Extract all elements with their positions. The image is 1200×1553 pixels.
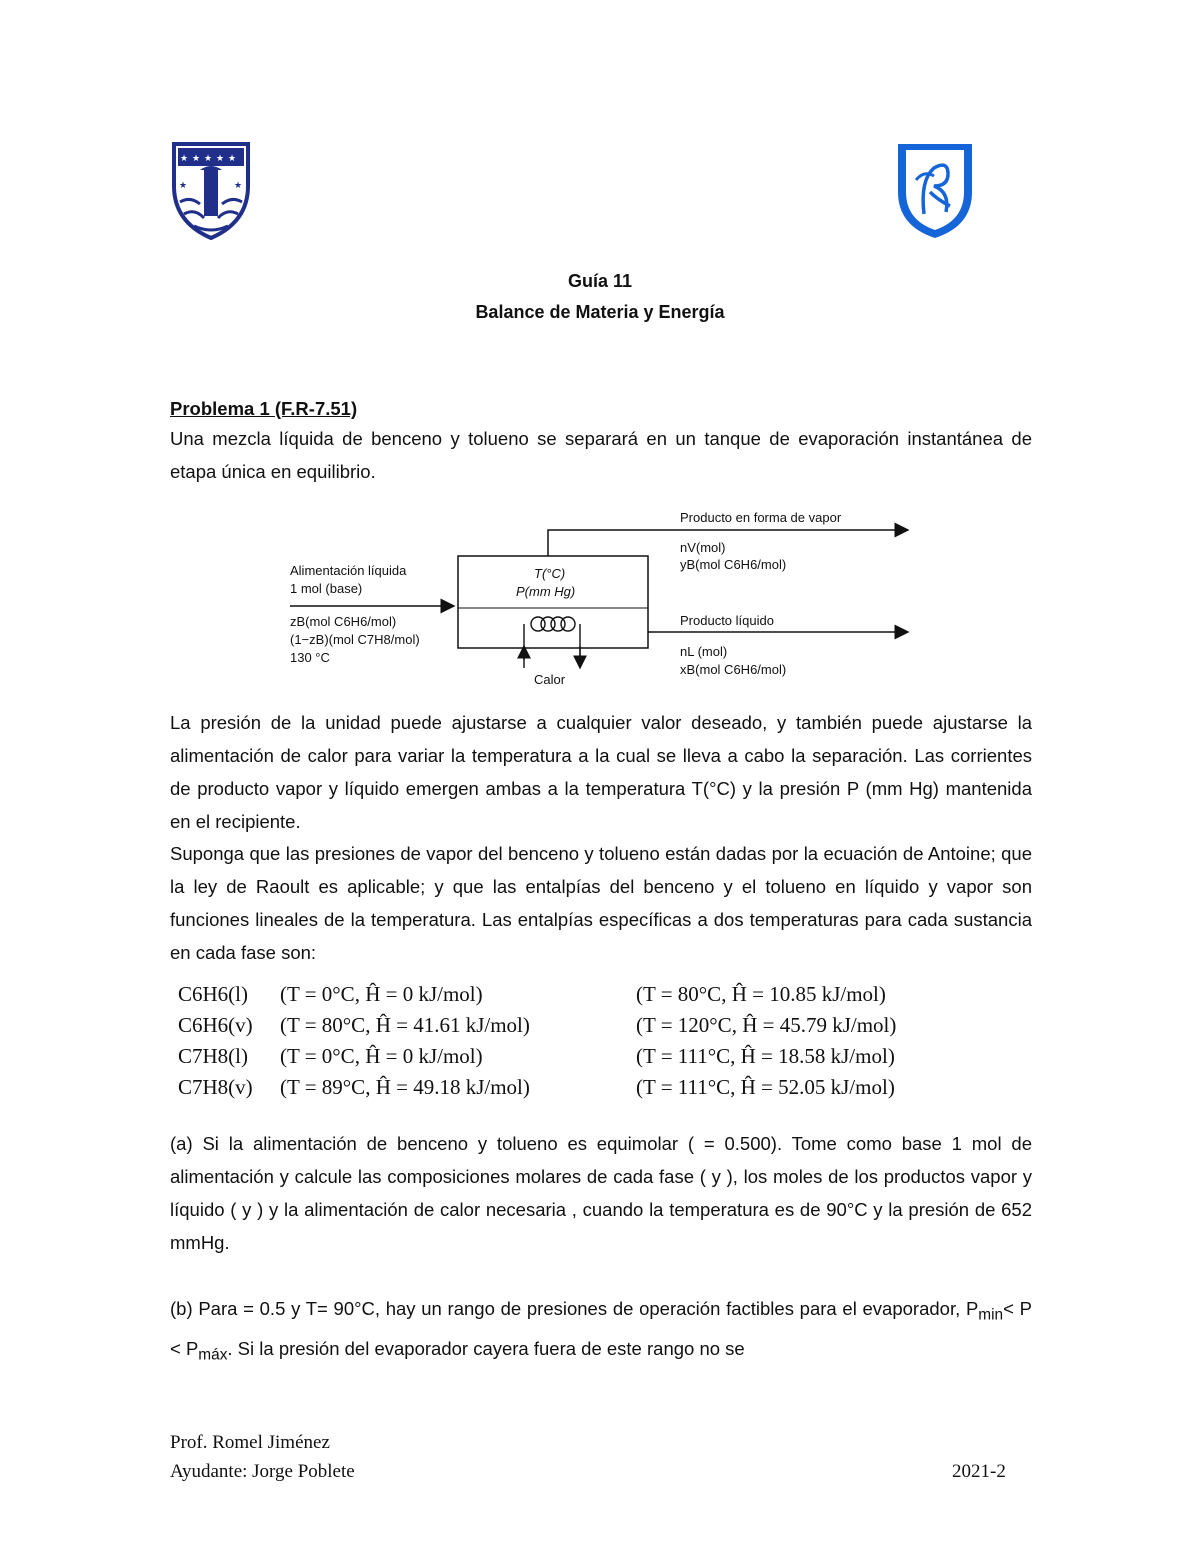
enthalpy-high: (T = 111°C, Ĥ = 18.58 kJ/mol) — [636, 1044, 895, 1068]
enthalpy-high: (T = 111°C, Ĥ = 52.05 kJ/mol) — [636, 1075, 895, 1099]
svg-text:★: ★ — [204, 154, 213, 164]
enthalpy-low: (T = 0°C, Ĥ = 0 kJ/mol) — [280, 1044, 483, 1068]
problem-intro: Una mezcla líquida de benceno y tolueno se separará en un tanque de evaporación instantánea de etapa única en equilibrio. — [170, 428, 1032, 482]
department-monogram-logo — [894, 140, 976, 242]
part-b-start: (b) Para = 0.5 y T= 90°C, hay un rango de presiones de operación factibles para el evaporador, P — [170, 1298, 979, 1319]
liquid-product-label: Producto líquido — [680, 613, 774, 628]
part-b-sub-max: máx — [198, 1346, 228, 1364]
footer-term: 2021-2 — [952, 1461, 1006, 1482]
species: C7H8(l) — [178, 1044, 248, 1068]
tank-pressure: P(mm Hg) — [516, 584, 576, 599]
feed-zb: zB(mol C6H6/mol) — [290, 614, 397, 629]
enthalpy-high: (T = 80°C, Ĥ = 10.85 kJ/mol) — [636, 982, 886, 1006]
svg-text:★: ★ — [228, 154, 237, 164]
vapor-arrow — [548, 530, 908, 556]
heating-coil — [524, 617, 580, 660]
vapor-moles: nV(mol) — [680, 540, 726, 555]
part-b-mid: < P < P — [170, 1298, 1032, 1359]
university-shield-logo — [170, 140, 252, 242]
svg-text:★: ★ — [234, 181, 243, 191]
flash-tank-diagram — [284, 500, 924, 690]
part-a: (a) Si la alimentación de benceno y tolueno es equimolar ( = 0.500). Tome como base 1 mol de alimentación y calcule las composiciones molares de cada fase ( y ), los moles de los productos vapor y líquido ( y ) y la alimentación de calor necesaria , cuando la temperatura es de 90°C y la presión de 652 mmHg. — [170, 1133, 1032, 1253]
heat-label: Calor — [534, 672, 566, 687]
svg-text:★: ★ — [180, 154, 189, 164]
species: C7H8(v) — [178, 1075, 253, 1099]
enthalpy-high: (T = 120°C, Ĥ = 45.79 kJ/mol) — [636, 1013, 897, 1037]
feed-label: Alimentación líquida — [290, 563, 407, 578]
species: C6H6(v) — [178, 1013, 253, 1037]
problem-heading: Problema 1 (F.R-7.51) — [170, 398, 358, 419]
liquid-moles: nL (mol) — [680, 644, 728, 659]
svg-text:★: ★ — [179, 181, 188, 191]
liquid-composition: xB(mol C6H6/mol) — [680, 662, 787, 677]
enthalpy-low: (T = 80°C, Ĥ = 41.61 kJ/mol) — [280, 1013, 530, 1037]
feed-toluene: (1−zB)(mol C7H8/mol) — [290, 632, 420, 647]
tank-temperature: T(°C) — [534, 566, 566, 581]
feed-basis: 1 mol (base) — [290, 581, 363, 596]
guide-subtitle: Balance de Materia y Energía — [475, 302, 725, 322]
vapor-product-label: Producto en forma de vapor — [680, 510, 842, 525]
enthalpy-low: (T = 0°C, Ĥ = 0 kJ/mol) — [280, 982, 483, 1006]
enthalpy-low: (T = 89°C, Ĥ = 49.18 kJ/mol) — [280, 1075, 530, 1099]
svg-text:★: ★ — [192, 154, 201, 164]
part-b — [170, 1292, 1032, 1371]
svg-text:★: ★ — [216, 154, 225, 164]
footer-professor: Prof. Romel Jiménez — [170, 1432, 330, 1453]
feed-temperature: 130 °C — [290, 650, 330, 665]
vapor-composition: yB(mol C6H6/mol) — [680, 557, 787, 572]
assumptions-paragraph: Suponga que las presiones de vapor del benceno y tolueno están dadas por la ecuación de Antoine; que la ley de Raoult es aplicable; y que las entalpías del benceno y el tolueno en líquido y vapor son funciones lineales de la temperatura. Las entalpías específicas a dos temperaturas para cada sustancia en cada fase son: — [170, 843, 1032, 963]
pressure-paragraph: La presión de la unidad puede ajustarse a cualquier valor deseado, y también puede ajustarse la alimentación de calor para variar la temperatura a la cual se lleva a cabo la separación. Las corrientes de producto vapor y líquido emergen ambas a la temperatura T(°C) y la presión P (mm Hg) mantenida en el recipiente. — [170, 712, 1032, 832]
species: C6H6(l) — [178, 982, 248, 1006]
footer-assistant: Ayudante: Jorge Poblete — [170, 1461, 355, 1482]
part-b-end: . Si la presión del evaporador cayera fuera de este rango no se — [227, 1337, 745, 1359]
guide-title: Guía 11 — [567, 271, 633, 291]
part-b-sub-min: min — [978, 1306, 1004, 1324]
